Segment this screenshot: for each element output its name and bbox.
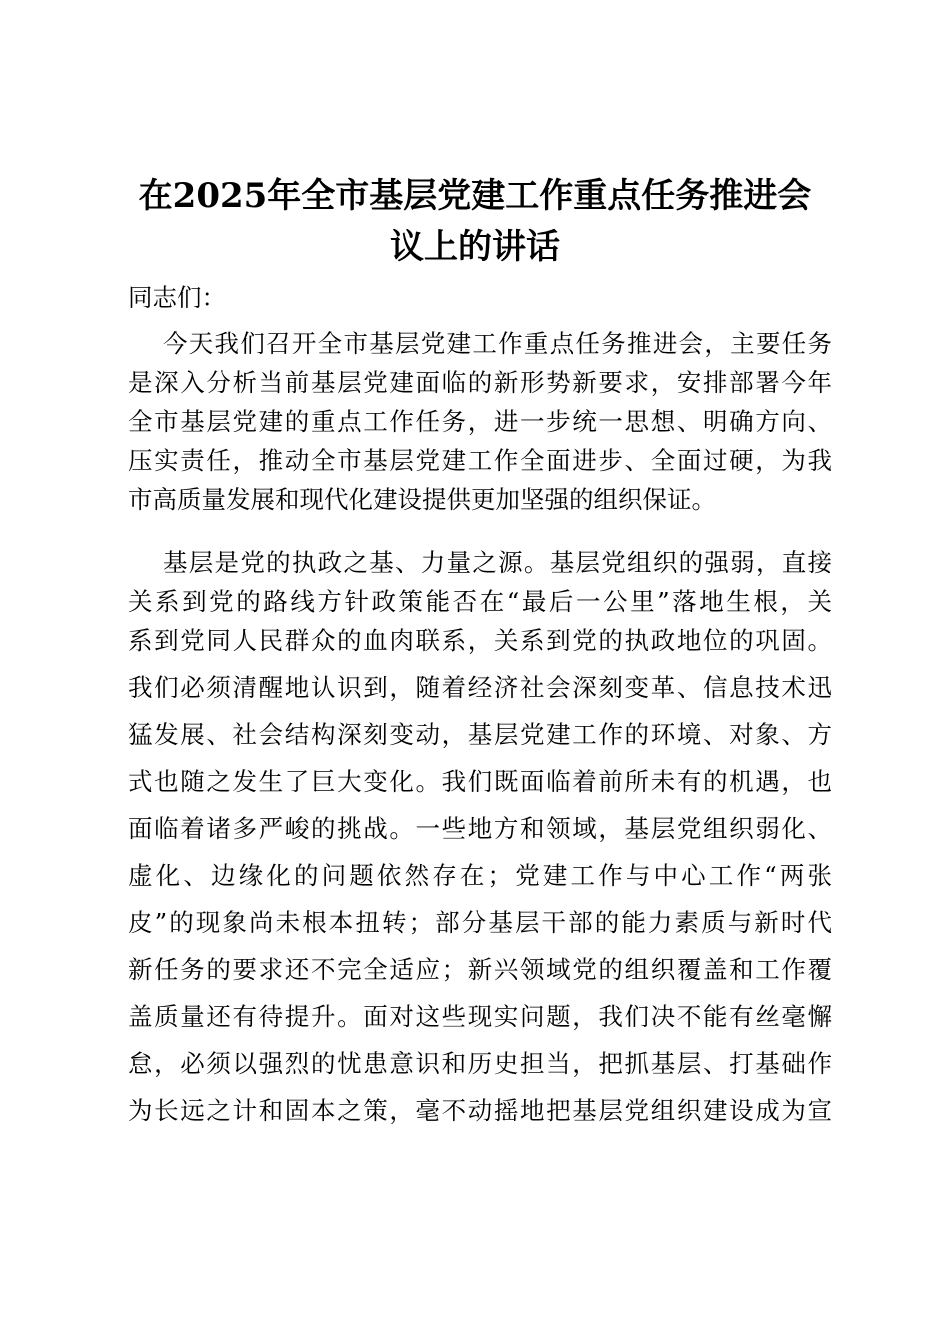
paragraph-1-line: 市高质量发展和现代化建设提供更加坚强的组织保证。: [128, 485, 716, 514]
paragraph-1-line: 压实责任，推动全市基层党建工作全面进步、全面过硬，为我: [128, 446, 832, 475]
paragraph-2-line: 系到党同人民群众的血肉联系，关系到党的执政地位的巩固。: [128, 626, 832, 655]
paragraph-2-line: 皮”的现象尚未根本扭转；部分基层干部的能力素质与新时代: [128, 908, 832, 937]
paragraph-2-line: 虚化、边缘化的问题依然存在；党建工作与中心工作“两张: [128, 861, 832, 890]
paragraph-2-line: 怠，必须以强烈的忧患意识和历史担当，把抓基层、打基础作: [128, 1049, 832, 1078]
paragraph-2-line: 盖质量还有待提升。面对这些现实问题，我们决不能有丝毫懈: [128, 1002, 832, 1031]
document-title-line-1: 在2025年全市基层党建工作重点任务推进会: [138, 176, 812, 216]
paragraph-2-line: 我们必须清醒地认识到，随着经济社会深刻变革、信息技术迅: [128, 673, 832, 702]
paragraph-2-line: 式也随之发生了巨大变化。我们既面临着前所未有的机遇，也: [128, 767, 832, 796]
paragraph-2-line: 面临着诸多严峻的挑战。一些地方和领域，基层党组织弱化、: [128, 814, 832, 843]
greeting: 同志们：: [128, 283, 226, 312]
paragraph-2-line: 关系到党的路线方针政策能否在“最后一公里”落地生根，关: [128, 587, 832, 616]
document-title-line-2: 议上的讲话: [390, 227, 560, 267]
paragraph-1-line: 是深入分析当前基层党建面临的新形势新要求，安排部署今年: [128, 368, 832, 397]
paragraph-2-line: 猛发展、社会结构深刻变动，基层党建工作的环境、对象、方: [128, 720, 832, 749]
paragraph-1-line: 全市基层党建的重点工作任务，进一步统一思想、明确方向、: [128, 407, 832, 436]
paragraph-1-line: 今天我们召开全市基层党建工作重点任务推进会，主要任务: [163, 329, 832, 358]
paragraph-2-line: 新任务的要求还不完全适应；新兴领域党的组织覆盖和工作覆: [128, 955, 832, 984]
paragraph-2-line: 为长远之计和固本之策，毫不动摇地把基层党组织建设成为宣: [128, 1096, 832, 1125]
paragraph-2-line: 基层是党的执政之基、力量之源。基层党组织的强弱，直接: [163, 548, 832, 577]
